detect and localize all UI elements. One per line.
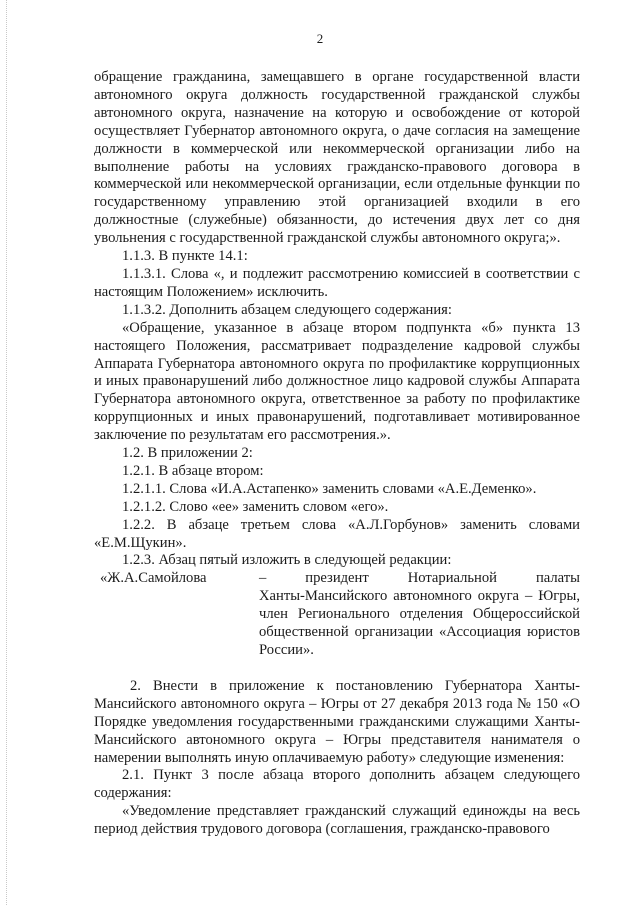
member-dash: – xyxy=(259,570,267,587)
document-body xyxy=(94,69,580,839)
paragraph-1-2-1: 1.2.1. В абзаце втором: xyxy=(122,462,264,479)
member-word: Нотариальной xyxy=(407,570,497,587)
paragraph-notice: «Уведомление представляет гражданский служащий единожды на весь период действия трудового договора (соглашения, гражданско-правового xyxy=(94,803,580,838)
paragraph-continued: обращение гражданина, замещавшего в органе государственной власти автономного округа должность государственной гражданской службы автономного округа, назначение на которую и освобождение от которой осуществляет Губернатор автономного округа, о даче согласия на замещение должности в коммерческой или некоммерческой организации либо на выполнение работы на условиях гражданско-правового договора в коммерческой или некоммерческой организации, если отдельные функции по государственному управлению этой организацией входили в его должностные (служебные) обязанности, до истечения двух лет со дня увольнения с государственной гражданской службы автономного округа;». xyxy=(94,69,580,247)
member-word: палаты xyxy=(535,570,580,587)
member-description xyxy=(259,570,580,660)
paragraph-1-1-3: 1.1.3. В пункте 14.1: xyxy=(122,248,248,265)
page-edge xyxy=(6,0,8,905)
paragraph-1-2-2: 1.2.2. В абзаце третьем слова «А.Л.Горбунов» заменить словами «Е.М.Щукин». xyxy=(94,516,580,551)
member-description-rest: Ханты-Мансийского автономного округа – Югры, член Регионального отделения Общероссийской общественной организации «Ассоциация юристов России». xyxy=(259,588,580,658)
paragraph-1-2-1-1: 1.2.1.1. Слова «И.А.Астапенко» заменить словами «А.Е.Деменко». xyxy=(122,480,537,497)
paragraph-2-1: 2.1. Пункт 3 после абзаца второго дополнить абзацем следующего содержания: xyxy=(94,767,580,802)
member-name: «Ж.А.Самойлова xyxy=(100,570,207,587)
member-description-first-line xyxy=(259,570,580,588)
paragraph-1-1-3-2: 1.1.3.2. Дополнить абзацем следующего содержания: xyxy=(122,301,452,318)
member-word: президент xyxy=(305,570,369,587)
page-number: 2 xyxy=(316,31,324,46)
paragraph-1-2-3: 1.2.3. Абзац пятый изложить в следующей редакции: xyxy=(122,552,452,569)
paragraph-1-2: 1.2. В приложении 2: xyxy=(122,445,253,462)
paragraph-quote: «Обращение, указанное в абзаце втором подпункта «б» пункта 13 настоящего Положения, рассматривает подразделение кадровой службы Аппарата Губернатора автономного округа по профилактике коррупционных и иных правонарушений либо должностное лицо кадровой службы Аппарата Губернатора автономного округа, ответственное за работу по профилактике коррупционных и иных правонарушений, подготавливает мотивированное заключение по результатам его рассмотрения.». xyxy=(94,319,580,444)
paragraph-1-2-1-2: 1.2.1.2. Слово «ее» заменить словом «его». xyxy=(122,498,389,515)
commission-member-row xyxy=(94,570,580,660)
paragraph-2: 2. Внести в приложение к постановлению Губернатора Ханты-Мансийского автономного округа – Югры от 27 декабря 2013 года № 150 «О Порядке уведомления государственными гражданскими служащими Ханты-Мансийского автономного округа – Югры представителя нанимателя о намерении выполнять иную оплачиваемую работу» следующие изменения: xyxy=(94,677,580,766)
paragraph-1-1-3-1: 1.1.3.1. Слова «, и подлежит рассмотрению комиссией в соответствии с настоящим Положением» исключить. xyxy=(94,265,580,300)
